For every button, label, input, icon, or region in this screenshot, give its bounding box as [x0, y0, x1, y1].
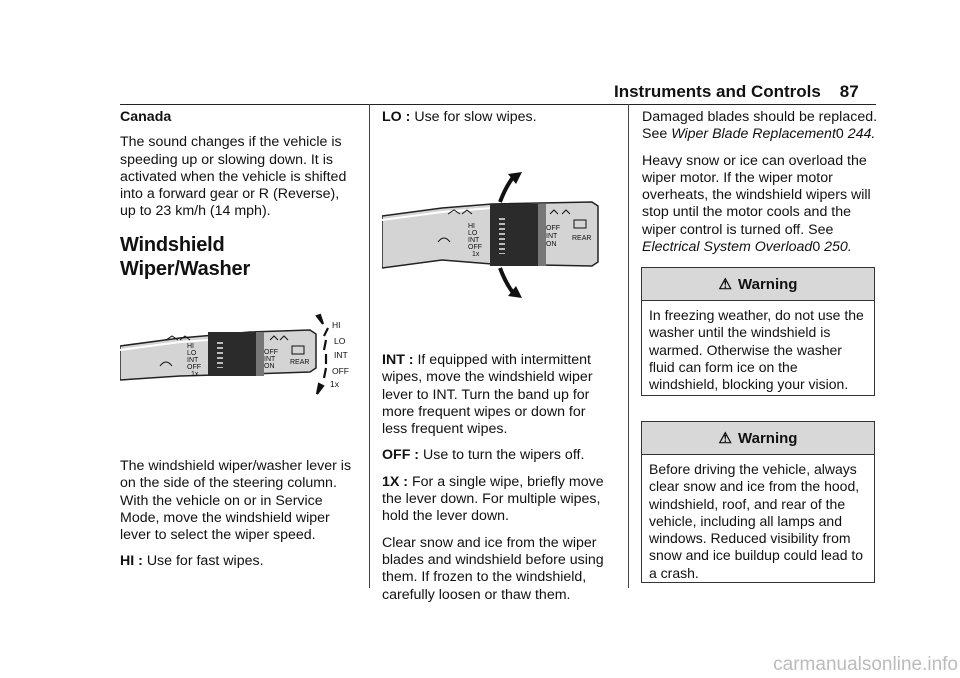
1x-text: For a single wipe, briefly move the lever down. For multiple wipes, hold the lever down. [382, 473, 604, 525]
period-1: . [871, 126, 876, 143]
warning-body: Before driving the vehicle, always clear snow and ice from the hood, windshield, roof, and rear of the vehicle, including all lamps and windows. Reduced visibility from snow and ice buildup could lead to a crash. [649, 461, 864, 581]
band-label-1x: 1x [472, 251, 480, 258]
rear-word: REAR [572, 235, 592, 242]
warning-box-2 [641, 421, 875, 583]
column-divider-1 [369, 104, 370, 588]
column-divider-2 [628, 104, 629, 588]
rear-label-off: OFF [546, 225, 560, 232]
int-entry [382, 352, 614, 438]
rear-label-int: INT [546, 233, 558, 240]
rotate-up-arrow [500, 176, 514, 202]
warning-header [642, 268, 874, 301]
damaged-text: Damaged blades should be replaced. See [642, 109, 878, 143]
rear-label-on: ON [546, 241, 557, 248]
section-title: Instruments and Controls [614, 82, 821, 101]
page-ref-icon: 0 [812, 239, 821, 256]
off-text: Use to turn the wipers off. [423, 447, 585, 464]
wiper-band-rotation-figure [382, 172, 614, 302]
watermark: carmanualsonline.info [773, 654, 958, 675]
band-label-hi: HI [468, 223, 475, 230]
period-2: . [847, 239, 852, 256]
canada-label: Canada [120, 109, 172, 125]
column-1 [120, 109, 356, 281]
rear-word: REAR [290, 359, 310, 366]
lo-entry [382, 109, 614, 126]
warning-header [642, 422, 874, 455]
int-term: INT : [382, 352, 414, 368]
page-header [614, 82, 859, 102]
int-text: If equipped with intermittent wipes, move the windshield wiper lever to INT. Turn the band up for more frequent wipes or down for less frequent wipes. [382, 352, 593, 438]
1x-term: 1X : [382, 473, 409, 490]
lo-term: LO : [382, 109, 411, 125]
1x-entry [382, 474, 614, 526]
electrical-overload-page: 250 [824, 239, 848, 256]
warning-title: Warning [738, 276, 798, 293]
band-label-lo: LO [468, 230, 478, 237]
electrical-overload-link[interactable]: Electrical System Overload [642, 239, 813, 256]
band-label-int: INT [187, 357, 199, 364]
callout-1x: 1x [330, 379, 339, 389]
rotate-down-arrow [500, 268, 514, 294]
warning-body: In freezing weather, do not use the washer until the windshield is warmed. Otherwise the washer fluid can form ice on the windshield, blocking your vision. [649, 307, 864, 393]
wiper-blade-page: 244 [847, 126, 872, 143]
damaged-paragraph [642, 109, 878, 144]
wiper-blade-link[interactable]: Wiper Blade Replacement [671, 126, 836, 143]
column-2 [382, 109, 614, 135]
band-label-off: OFF [468, 244, 482, 251]
band-label-off: OFF [187, 364, 201, 371]
heavy-text: Heavy snow or ice can overload the wiper motor. If the wiper motor overheats, the windshield wipers will stop until the motor cools and the wiper control is turned off. See [642, 152, 871, 238]
rear-label-int: INT [264, 356, 276, 363]
hi-term: HI : [120, 553, 143, 570]
wiper-band [490, 204, 538, 266]
band-label-hi: HI [187, 343, 194, 350]
warning-triangle-icon: ⚠ [718, 430, 732, 447]
off-entry [382, 447, 614, 464]
lo-text: Use for slow wipes. [414, 109, 537, 125]
band-label-1x: 1x [191, 371, 199, 378]
callout-lo: LO [334, 336, 346, 346]
section-heading: Windshield Wiper/Washer [120, 233, 251, 280]
hi-entry [120, 553, 356, 570]
band-label-lo: LO [187, 350, 197, 357]
header-rule [120, 104, 876, 105]
column-3 [642, 109, 878, 265]
warning-box-1 [641, 267, 875, 396]
callout-int: INT [334, 350, 348, 360]
off-term: OFF : [382, 447, 420, 464]
callout-hi: HI [332, 320, 341, 330]
column-1-lower [120, 458, 356, 580]
warning-title: Warning [738, 430, 798, 447]
heavy-snow-paragraph [642, 153, 878, 257]
page-number: 87 [839, 82, 859, 101]
band-label-int: INT [468, 237, 480, 244]
lever-paragraph: The windshield wiper/washer lever is on the side of the steering column. With the vehicle on or in Service Mode, move the windshield wiper lever to select the wiper speed. [120, 458, 352, 544]
callout-off: OFF [332, 366, 349, 376]
column-2-lower [382, 352, 614, 613]
wiper-lever-figure [120, 310, 360, 400]
page-ref-icon: 0 [835, 126, 844, 143]
hi-text: Use for fast wipes. [146, 553, 264, 570]
wiper-band [208, 332, 256, 376]
rear-label-off: OFF [264, 349, 278, 356]
warning-triangle-icon: ⚠ [718, 276, 732, 293]
sound-paragraph: The sound changes if the vehicle is speeding up or slowing down. It is activated when the vehicle is shifted into a forward gear or R (Reverse), up to 23 km/h (14 mph). [120, 134, 347, 220]
clear-paragraph: Clear snow and ice from the wiper blades and windshield before using them. If frozen to the windshield, carefully loosen or thaw them. [382, 534, 604, 603]
rear-label-on: ON [264, 363, 275, 370]
